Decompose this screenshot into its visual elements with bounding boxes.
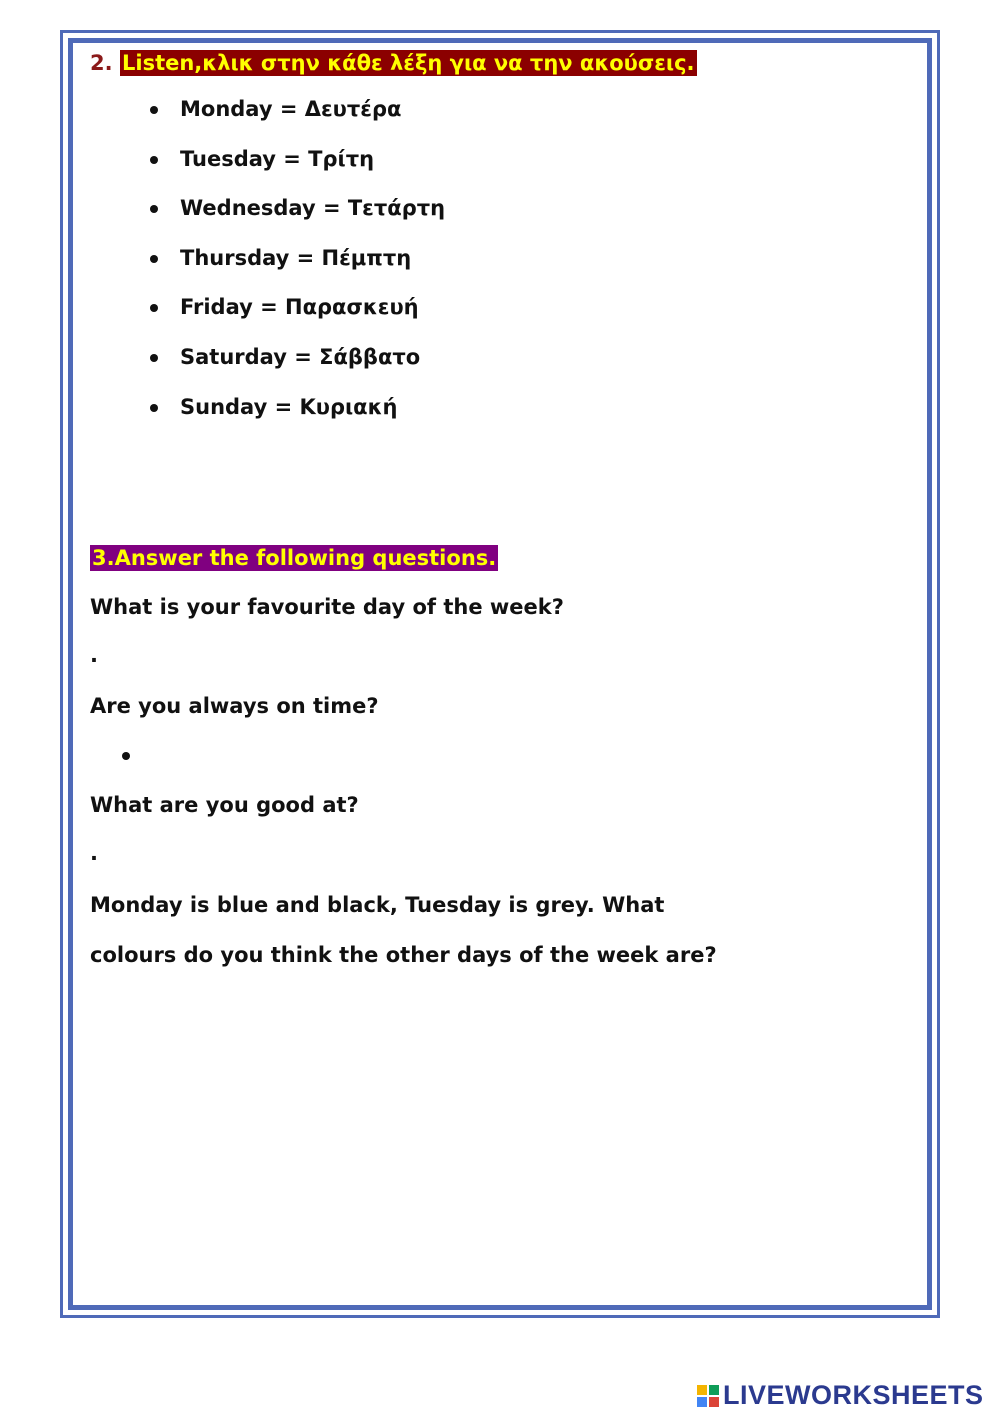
brand-text: LIVEWORKSHEETS: [723, 1380, 984, 1410]
section2-number: 2.: [90, 51, 113, 75]
answer-field-on-time[interactable]: [122, 752, 130, 760]
list-item[interactable]: [150, 344, 445, 394]
answer-field-good-at[interactable]: .: [90, 841, 98, 865]
list-item[interactable]: [150, 394, 445, 444]
question-favourite-day: What is your favourite day of the week?: [90, 595, 564, 619]
bullet-icon: [150, 304, 158, 312]
day-thursday[interactable]: Thursday = Πέμπτη: [180, 245, 412, 270]
list-item[interactable]: [150, 96, 445, 146]
bullet-icon: [150, 106, 158, 114]
bullet-icon: [150, 205, 158, 213]
days-list: [150, 96, 445, 443]
day-friday[interactable]: Friday = Παρασκευή: [180, 295, 419, 320]
bullet-icon: [150, 255, 158, 263]
day-wednesday[interactable]: Wednesday = Τετάρτη: [180, 196, 446, 221]
answer-field-favourite-day[interactable]: .: [90, 643, 98, 667]
list-item[interactable]: [150, 146, 445, 196]
bullet-icon: [150, 404, 158, 412]
list-item[interactable]: [150, 195, 445, 245]
logo-icon: [697, 1385, 719, 1407]
question-on-time: Are you always on time?: [90, 694, 379, 718]
day-saturday[interactable]: Saturday = Σάββατο: [180, 344, 421, 369]
day-tuesday[interactable]: Tuesday = Τρίτη: [180, 146, 375, 171]
question-colours-line2: colours do you think the other days of the week are?: [90, 943, 717, 967]
section3-title: 3.Answer the following questions.: [92, 546, 497, 570]
liveworksheets-logo: [697, 1380, 984, 1411]
list-item[interactable]: [150, 245, 445, 295]
bullet-icon: [150, 354, 158, 362]
section2-title: Listen,κλικ στην κάθε λέξη για να την ακούσεις.: [122, 51, 695, 75]
bullet-icon: [150, 156, 158, 164]
list-item[interactable]: [150, 294, 445, 344]
question-good-at: What are you good at?: [90, 793, 359, 817]
question-colours-line1: Monday is blue and black, Tuesday is grey. What: [90, 893, 665, 917]
day-monday[interactable]: Monday = Δευτέρα: [180, 97, 402, 121]
day-sunday[interactable]: Sunday = Κυριακή: [180, 394, 398, 419]
